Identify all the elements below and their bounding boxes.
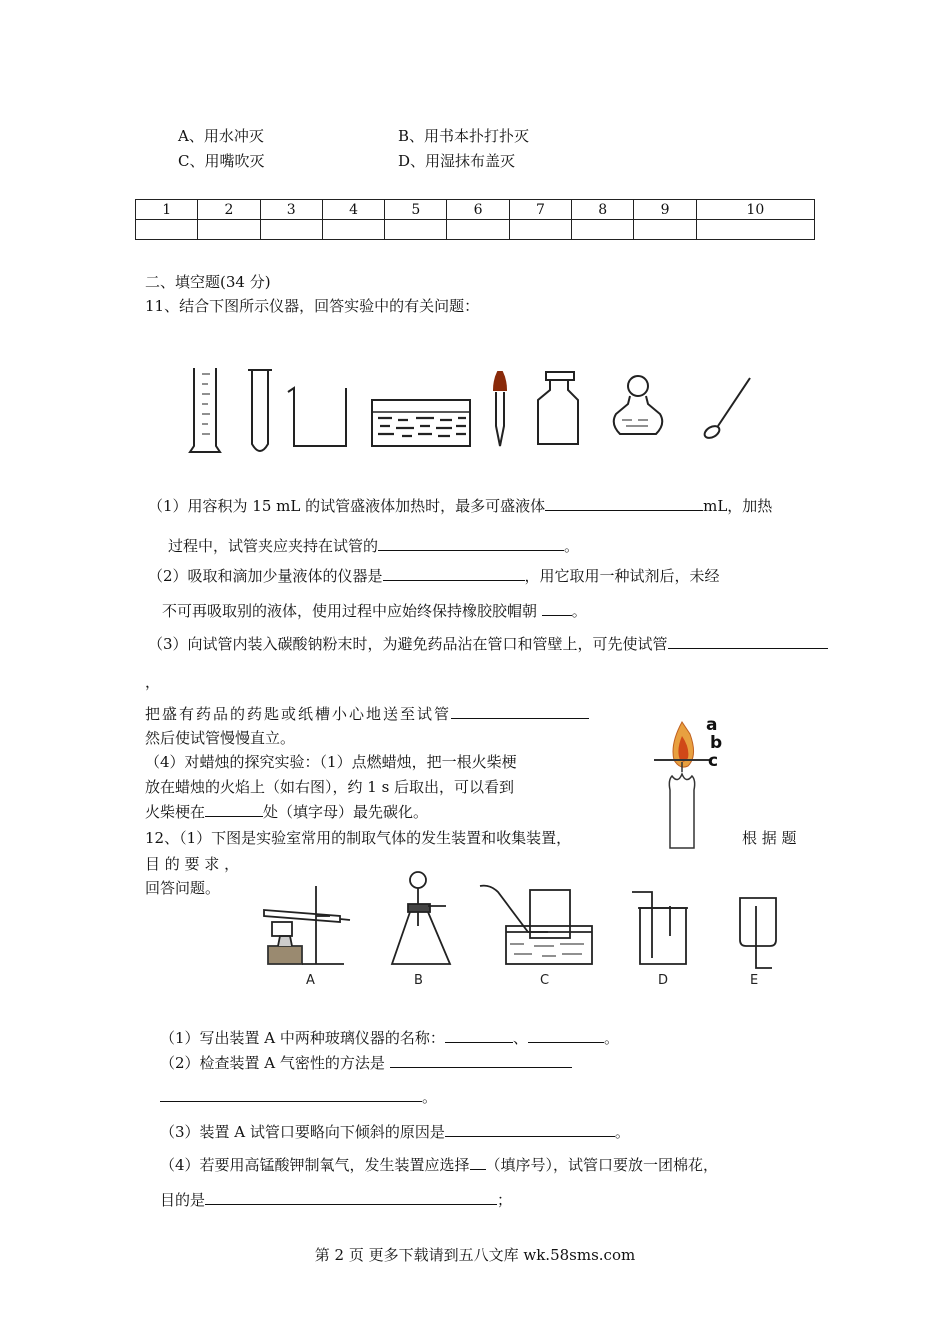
q11-p3-line1 [148,634,828,654]
alcohol-lamp-icon [614,376,663,434]
candle-figure [650,714,730,854]
q11-p2-line1 [148,566,720,586]
q11-p1-line2 [168,536,579,556]
q11-p3-text-c: 然后使试管慢慢直立。 [145,729,296,747]
q12-p4-text-b: （填序号），试管口要放一团棉花， [485,1156,719,1174]
q12-p4-text-c: 目的是 [160,1191,206,1209]
q11-p4-text-d: 处（填字母）最先碳化。 [263,803,429,821]
answer-number: 1 [136,200,198,220]
q11-stem: 11、结合下图所示仪器，回答实验中的有关问题： [145,297,480,315]
answer-blank[interactable] [383,566,525,581]
q11-p4-line3 [145,802,428,822]
q11-p1-text-d: 。 [564,537,580,555]
apparatus-d-icon [632,892,688,964]
lab-instruments-figure [180,362,760,462]
answer-blank[interactable] [451,704,589,719]
answer-blank[interactable] [445,1028,513,1043]
answer-blank[interactable] [470,1155,486,1170]
q12-p4-line2 [160,1190,512,1210]
answer-number: 6 [447,200,509,220]
test-tube-icon [248,370,272,451]
q12-p2-line2 [160,1087,437,1107]
apparatus-label-c: C [540,973,550,988]
option-a: A、用水冲灭 [178,127,264,145]
q11-p3-comma: ， [145,673,161,691]
q12-stem-d: 回答问题。 [145,879,221,897]
answer-blank[interactable] [528,1028,604,1043]
q11-p1-text-c: 过程中，试管夹应夹持在试管的 [168,537,379,555]
answer-cell[interactable] [136,220,198,240]
q12-p4-end: ； [497,1191,513,1209]
answer-number: 10 [696,200,814,220]
candle-body-icon [669,762,694,848]
answer-table [135,199,815,240]
q12-stem-b: 根 据 题 [742,829,797,847]
answer-cell[interactable] [385,220,447,240]
q11-p4-text-b: 放在蜡烛的火焰上（如右图），约 1 s 后取出，可以看到 [145,778,515,796]
q12-p1-sep: 、 [512,1029,528,1047]
apparatus-label-b: B [414,973,423,988]
section-title: 二、填空题(34 分) [145,273,271,291]
q12-p2-line1 [160,1053,572,1073]
answer-number: 8 [572,200,634,220]
q12-p3-text: （3）装置 A 试管口要略向下倾斜的原因是 [160,1123,445,1141]
answer-number: 5 [385,200,447,220]
q12-p1-end: 。 [603,1029,619,1047]
q11-p1-line1 [148,496,772,516]
flame-label-c: c [708,751,719,771]
answer-blank[interactable] [390,1053,572,1068]
answer-number: 7 [509,200,571,220]
answer-blank[interactable] [545,496,703,511]
q12-p2-text: （2）检查装置 A 气密性的方法是 [160,1054,385,1072]
answer-blank[interactable] [160,1087,422,1102]
apparatus-a-icon [264,886,350,964]
q12-p3 [160,1122,630,1142]
water-trough-icon [372,400,470,446]
answer-blank[interactable] [668,634,828,649]
answer-cell[interactable] [572,220,634,240]
q12-p3-end: 。 [614,1123,630,1141]
answer-blank[interactable] [205,1190,497,1205]
q11-p2-line2 [162,601,587,621]
answer-cell[interactable] [260,220,322,240]
page-footer: 第 2 页 更多下载请到五八文库 wk.58sms.com [314,1246,636,1264]
q12-stem-c: 目 的 要 求 ， [145,855,240,873]
q12-p2-end: 。 [422,1088,438,1106]
q11-p1-text-b: mL，加热 [703,497,773,515]
flame-label-b: b [710,733,723,753]
gas-apparatus-figure [258,866,778,996]
answer-number: 4 [322,200,384,220]
medicine-spoon-icon [703,378,750,440]
answer-cell[interactable] [322,220,384,240]
answer-number: 3 [260,200,322,220]
apparatus-b-icon [392,872,450,964]
graduated-cylinder-icon [190,368,220,452]
flame-label-a: a [706,715,718,735]
answer-table-blank-row [136,220,815,240]
q11-p1-text-a: （1）用容积为 15 mL 的试管盛液体加热时，最多可盛液体 [148,497,546,515]
q12-p1-text: （1）写出装置 A 中两种玻璃仪器的名称： [160,1029,445,1047]
answer-cell[interactable] [696,220,814,240]
apparatus-c-icon [480,886,592,964]
answer-blank[interactable] [378,536,564,551]
q11-p3-text-b: 把盛有药品的药匙或纸槽小心地送至试管 [145,705,452,723]
q12-p1 [160,1028,619,1048]
answer-cell[interactable] [634,220,696,240]
answer-number: 2 [198,200,260,220]
q11-p2-text-b: ，用它取用一种试剂后，未经 [524,567,720,585]
answer-cell[interactable] [509,220,571,240]
q11-p3-text-a: （3）向试管内装入碳酸钠粉末时，为避免药品沾在管口和管壁上，可先使试管 [148,635,668,653]
q11-p2-text-d: 。 [571,602,587,620]
q11-p4-text-c: 火柴梗在 [145,803,206,821]
q11-p2-text-c: 不可再吸取别的液体，使用过程中应始终保持橡胶胶帽朝 [162,602,538,620]
answer-table-header-row [136,200,815,220]
option-d: D、用湿抹布盖灭 [398,152,516,170]
dropper-icon [494,372,506,446]
answer-cell[interactable] [447,220,509,240]
beaker-icon [288,388,346,446]
apparatus-label-a: A [306,973,315,988]
q12-p4-line1 [160,1155,718,1175]
q11-p2-text-a: （2）吸取和滴加少量液体的仪器是 [148,567,383,585]
answer-blank[interactable] [205,802,263,817]
apparatus-label-e: E [750,973,759,988]
q12-stem-a: 12、（1）下图是实验室常用的制取气体的发生装置和收集装置， [145,829,572,847]
answer-blank[interactable] [445,1122,615,1137]
q11-p3-line2 [145,704,589,724]
answer-blank[interactable] [542,601,572,616]
answer-cell[interactable] [198,220,260,240]
q12-p4-text-a: （4）若要用高锰酸钾制氧气，发生装置应选择 [160,1156,470,1174]
reagent-bottle-icon [538,372,578,444]
option-b: B、用书本扑打扑灭 [398,127,530,145]
option-c: C、用嘴吹灭 [178,152,265,170]
apparatus-e-icon [740,898,776,968]
q11-p4-text-a: （4）对蜡烛的探究实验：（1）点燃蜡烛，把一根火柴梗 [145,753,517,771]
answer-number: 9 [634,200,696,220]
apparatus-label-d: D [658,973,669,988]
